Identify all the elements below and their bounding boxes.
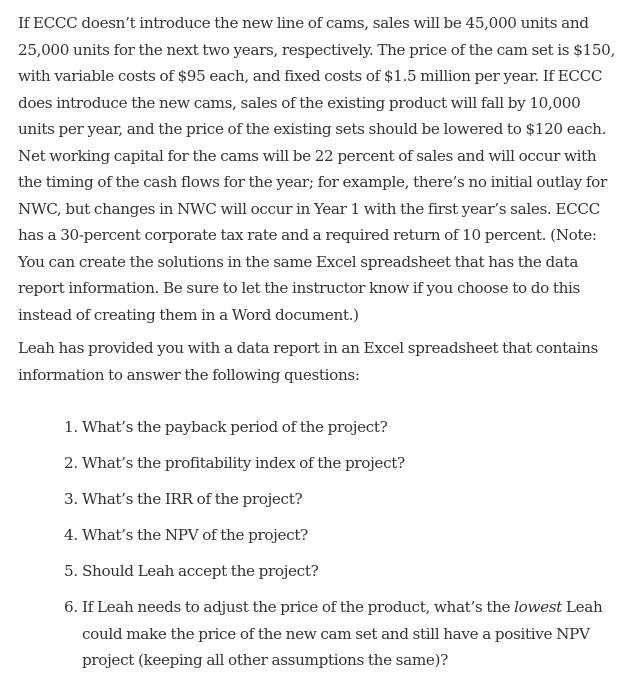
question-number: 1. bbox=[64, 418, 78, 436]
question-text: Should Leah accept the project? bbox=[82, 562, 319, 580]
question-text: What’s the payback period of the project? bbox=[82, 418, 388, 436]
question-emphasis: lowest bbox=[514, 598, 562, 616]
question-number: 4. bbox=[64, 526, 78, 544]
question-item bbox=[18, 558, 617, 585]
question-number: 2. bbox=[64, 454, 78, 472]
question-text-after: Leah could make the price of the new cam set and still have a positive NPV project (keeping all other assumptions the same)? bbox=[82, 598, 603, 669]
question-number: 6. bbox=[64, 598, 78, 616]
question-number: 5. bbox=[64, 562, 78, 580]
question-text: What’s the profitability index of the project? bbox=[82, 454, 405, 472]
question-text: What’s the NPV of the project? bbox=[82, 526, 308, 544]
data-report-paragraph: Leah has provided you with a data report in an Excel spreadsheet that contains information to answer the following questions: bbox=[18, 339, 598, 384]
intro-paragraph: If ECCC doesn’t introduce the new line of cams, sales will be 45,000 units and 25,000 units for the next two years, respectively. The price of the cam set is $150, with variable costs of $95 each, and fixed costs of $1.5 million per year. If ECCC does introduce the new cams, sales of the existing product will fall by 10,000 units per year, and the price of the existing sets should be lowered to $120 each. Net working capital for the cams will be 22 percent of sales and will occur with the timing of the cash flows for the year; for example, there’s no initial outlay for NWC, but changes in NWC will occur in Year 1 with the first year’s sales. ECCC has a 30-percent corporate tax rate and a required return of 10 percent. (Note: You can create the solutions in the same Excel spreadsheet that has the data report information. Be sure to let the instructor know if you choose to do this instead of creating them in a Word document.) bbox=[18, 14, 615, 324]
question-text-before: If Leah needs to adjust the price of the product, what’s the bbox=[82, 598, 515, 616]
question-text bbox=[82, 598, 602, 669]
question-item bbox=[18, 522, 617, 549]
question-item bbox=[18, 414, 617, 441]
question-item bbox=[18, 450, 617, 477]
question-list bbox=[18, 414, 617, 674]
question-item bbox=[18, 594, 617, 674]
question-text: What’s the IRR of the project? bbox=[82, 490, 303, 508]
question-item bbox=[18, 486, 617, 513]
question-number: 3. bbox=[64, 490, 78, 508]
